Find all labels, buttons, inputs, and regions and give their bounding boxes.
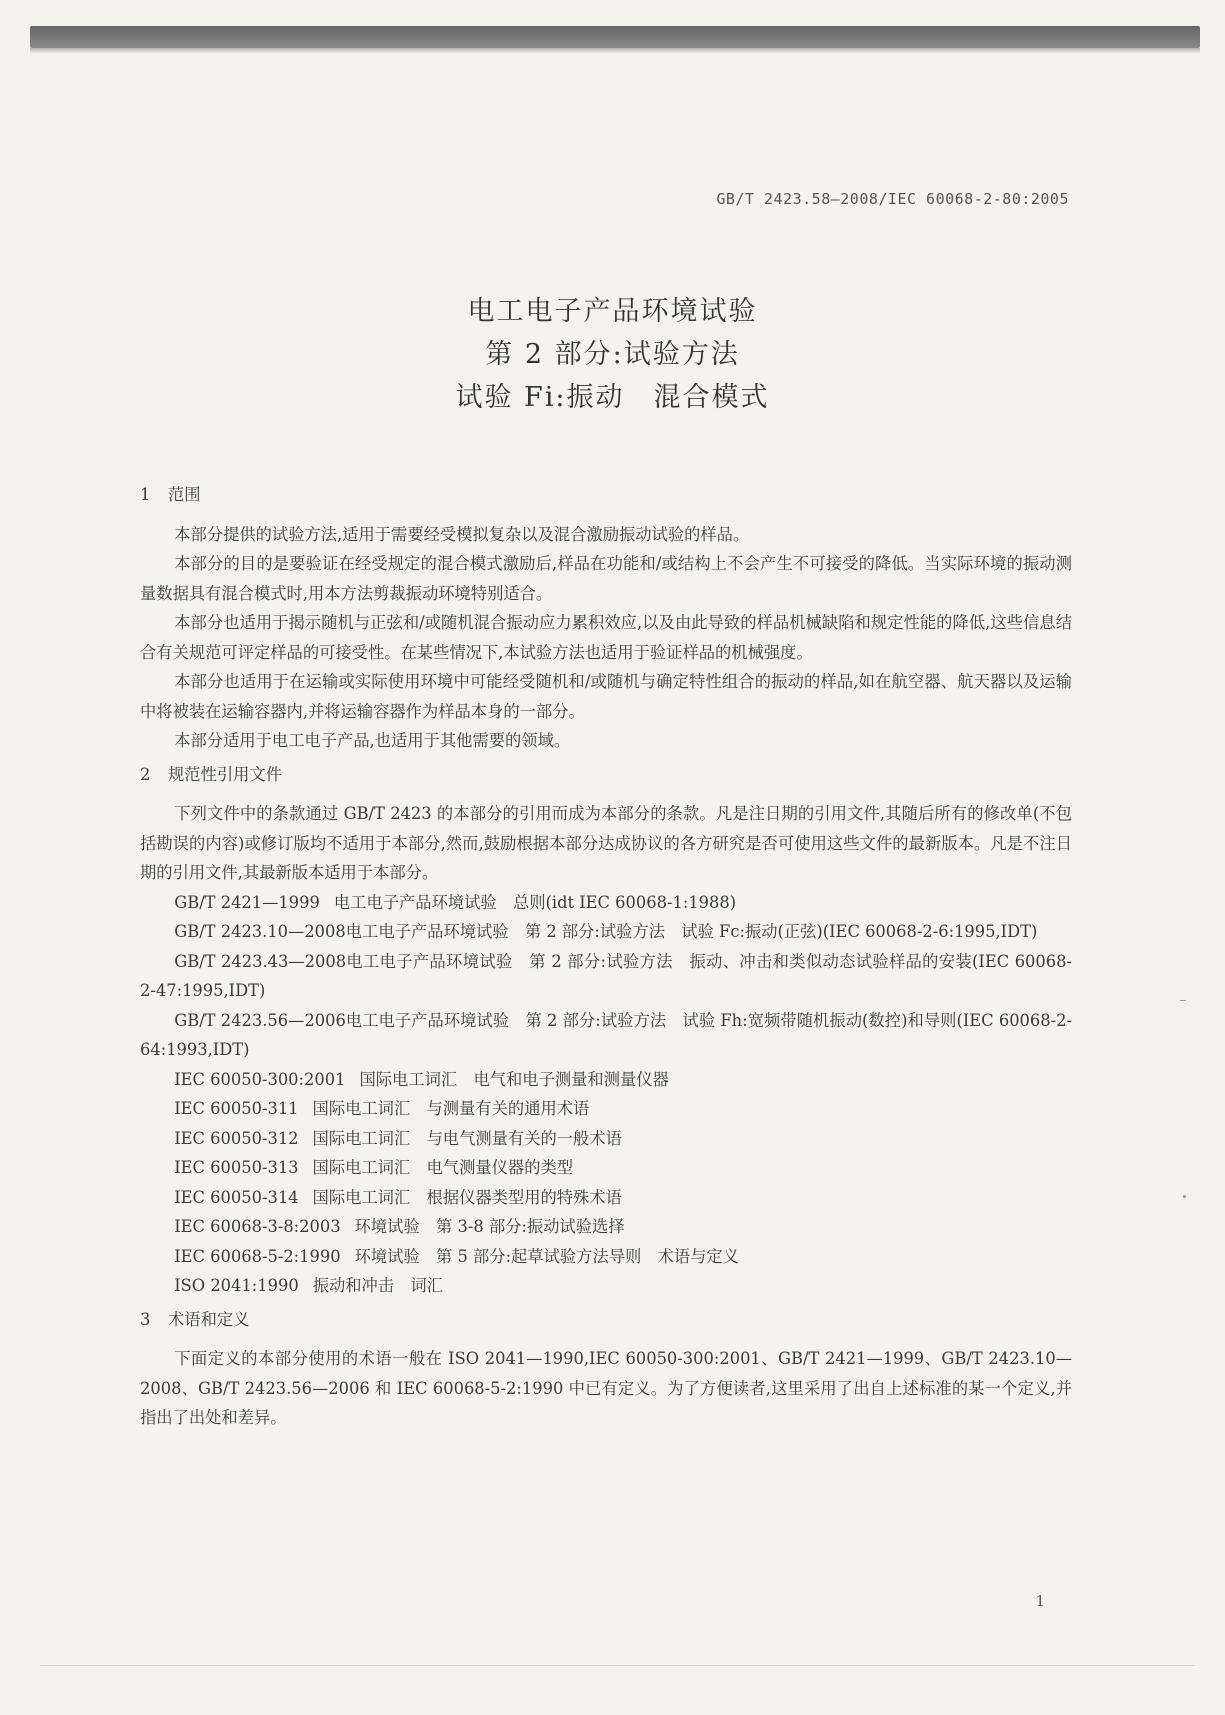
reference-item (140, 1124, 1072, 1154)
section-heading-terms-definitions (140, 1305, 1072, 1335)
reference-text: 国际电工词汇 与电气测量有关的一般术语 (312, 1128, 622, 1148)
section-heading-normative-references (140, 760, 1072, 790)
title-line-3: 试验 Fi:振动 混合模式 (455, 382, 770, 413)
paragraph: 下列文件中的条款通过 GB/T 2423 的本部分的引用而成为本部分的条款。凡是注日期的引用文件,其随后所有的修改单(不包括勘误的内容)或修订版均不适用于本部分,然而,鼓励根据本部分达成协议的各方研究是否可使用这些文件的最新版本。凡是不注日期的引用文件,其最新版本适用于本部分。 (140, 804, 1072, 882)
reference-item (140, 1006, 1072, 1065)
reference-item (140, 947, 1072, 1006)
paragraph: 本部分的目的是要验证在经受规定的混合模式激励后,样品在功能和/或结构上不会产生不可接受的降低。当实际环境的振动测量数据具有混合模式时,用本方法剪裁振动环境特别适合。 (140, 554, 1072, 603)
reference-item (140, 888, 1072, 918)
reference-code: GB/T 2423.10—2008 (174, 922, 346, 941)
page-number: 1 (1035, 1592, 1045, 1610)
reference-code: GB/T 2423.43—2008 (174, 951, 347, 971)
paragraph: 本部分也适用于揭示随机与正弦和/或随机混合振动应力累积效应,以及由此导致的样品机械缺陷和规定性能的降低,这些信息结合有关规范可评定样品的可接受性。在某些情况下,本试验方法也适用于验证样品的机械强度。 (140, 613, 1072, 662)
reference-text: 国际电工词汇 电气测量仪器的类型 (312, 1158, 574, 1177)
title-line-2: 第 2 部分:试验方法 (485, 339, 740, 370)
paragraph: 本部分也适用于在运输或实际使用环境中可能经受随机和/或随机与确定特性组合的振动的样品,如在航空器、航天器以及运输中将被装在运输容器内,并将运输容器作为样品本身的一部分。 (140, 672, 1072, 721)
reference-text: 环境试验 第 3-8 部分:振动试验选择 (354, 1217, 625, 1236)
reference-item (140, 1183, 1072, 1213)
reference-code: GB/T 2421—1999 (174, 892, 320, 912)
reference-item (140, 1242, 1072, 1272)
section-number: 1 (140, 485, 151, 504)
reference-item (140, 1065, 1072, 1095)
reference-text: 国际电工词汇 与测量有关的通用术语 (312, 1099, 590, 1118)
reference-code: GB/T 2423.56—2006 (174, 1010, 346, 1030)
section-title: 术语和定义 (168, 1309, 250, 1329)
paragraph: 本部分适用于电工电子产品,也适用于其他需要的领域。 (174, 731, 571, 750)
reference-list (140, 888, 1072, 1301)
reference-code: IEC 60068-3-8:2003 (174, 1217, 341, 1236)
reference-text: 电工电子产品环境试验 总则(idt IEC 60068-1:1988) (333, 892, 737, 912)
reference-code: IEC 60050-314 (174, 1187, 299, 1207)
section-heading-scope (140, 480, 1072, 510)
scan-speck (1180, 1000, 1186, 1001)
reference-item (140, 1094, 1072, 1124)
standard-number: GB/T 2423.58—2008/IEC 60068-2-80:2005 (716, 190, 1069, 208)
section-number: 2 (140, 764, 151, 784)
scan-bottom-rule (40, 1665, 1195, 1666)
reference-code: IEC 60050-300:2001 (174, 1069, 346, 1089)
section-number: 3 (140, 1309, 151, 1329)
reference-code: IEC 60050-313 (174, 1158, 299, 1177)
reference-item (140, 1153, 1072, 1183)
reference-code: IEC 60050-311 (174, 1099, 299, 1118)
reference-item (140, 1212, 1072, 1242)
document-body (140, 480, 1072, 1433)
reference-item (140, 1271, 1072, 1301)
reference-item (140, 917, 1072, 947)
reference-code: IEC 60068-5-2:1990 (174, 1246, 341, 1266)
reference-text: 环境试验 第 5 部分:起草试验方法导则 术语与定义 (354, 1246, 739, 1266)
reference-text: 电工电子产品环境试验 第 2 部分:试验方法 振动、冲击和类似动态试验样品的安装(IEC 60068-2-47:1995,IDT) (140, 951, 1072, 1000)
reference-code: IEC 60050-312 (174, 1128, 299, 1148)
reference-text: 振动和冲击 词汇 (312, 1276, 443, 1295)
reference-text: 国际电工词汇 根据仪器类型用的特殊术语 (312, 1187, 622, 1207)
reference-text: 电工电子产品环境试验 第 2 部分:试验方法 试验 Fc:振动(正弦)(IEC 60068-2-6:1995,IDT) (345, 922, 1038, 941)
reference-text: 电工电子产品环境试验 第 2 部分:试验方法 试验 Fh:宽频带随机振动(数控)和导则(IEC 60068-2-64:1993,IDT) (140, 1010, 1072, 1059)
document-title (0, 290, 1225, 419)
section-title: 范围 (168, 485, 201, 504)
reference-text: 国际电工词汇 电气和电子测量和测量仪器 (359, 1069, 669, 1089)
paragraph: 下面定义的本部分使用的术语一般在 ISO 2041—1990,IEC 60050-300:2001、GB/T 2421—1999、GB/T 2423.10—2008、GB/T 2423.56—2006 和 IEC 60068-5-2:1990 中已有定义。为了方便读者,这里采用了出自上述标准的某一个定义,并指出了出处和差异。 (140, 1349, 1072, 1427)
paragraph: 本部分提供的试验方法,适用于需要经受模拟复杂以及混合激励振动试验的样品。 (174, 524, 750, 544)
reference-code: ISO 2041:1990 (174, 1276, 299, 1295)
title-line-1: 电工电子产品环境试验 (467, 296, 758, 327)
section-title: 规范性引用文件 (168, 764, 282, 784)
scan-speck (1183, 1195, 1186, 1198)
